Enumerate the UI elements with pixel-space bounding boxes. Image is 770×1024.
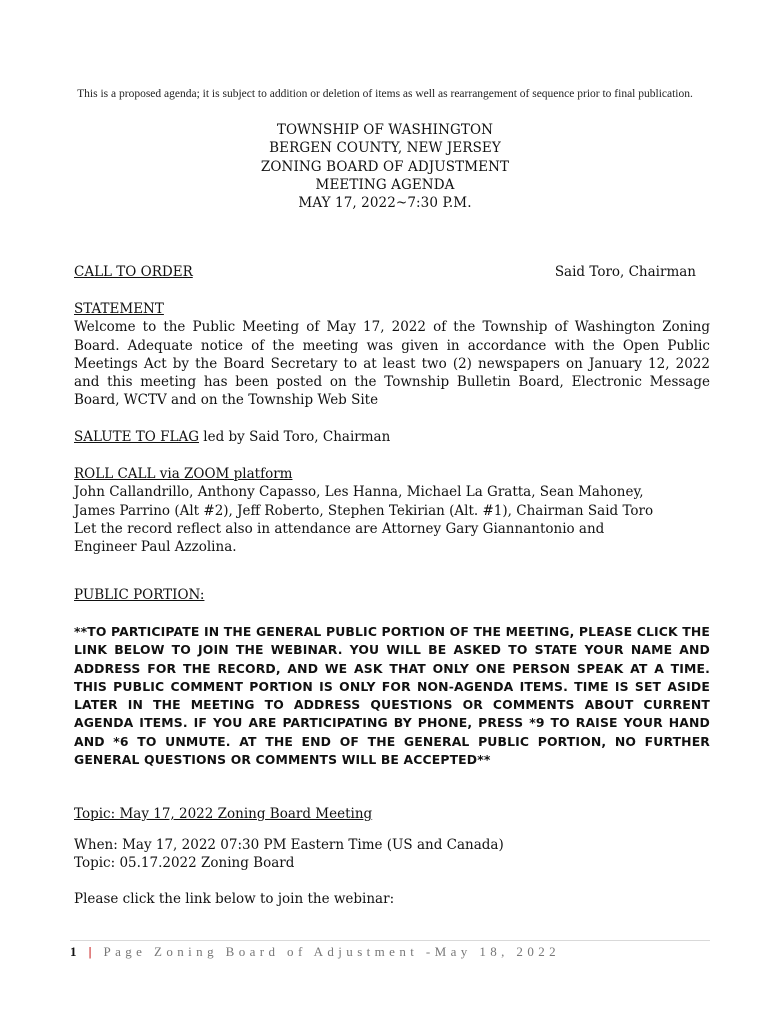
- roll-call-line-3: Let the record reflect also in attendance are Attorney Gary Giannantonio and: [74, 520, 605, 537]
- footer-separator: |: [88, 944, 96, 959]
- public-portion-heading: PUBLIC PORTION:: [74, 587, 205, 603]
- webinar-when: When: May 17, 2022 07:30 PM Eastern Time (US and Canada): [74, 837, 504, 853]
- disclaimer-text: This is a proposed agenda; it is subject to addition or deletion of items as well as rearrangement of sequence prior to final publication.: [77, 88, 693, 100]
- header-township: TOWNSHIP OF WASHINGTON: [276, 122, 494, 138]
- roll-call-line-1: John Callandrillo, Anthony Capasso, Les Hanna, Michael La Gratta, Sean Mahoney,: [74, 484, 644, 501]
- roll-call-heading: ROLL CALL via ZOOM platform: [74, 466, 293, 482]
- public-portion-notice: **TO PARTICIPATE IN THE GENERAL PUBLIC PORTION OF THE MEETING, PLEASE CLICK THE LINK BELOW TO JOIN THE WEBINAR. YOU WILL BE ASKED TO STATE YOUR NAME AND ADDRESS FOR THE RECORD, AND WE ASK THAT ONLY ONE PERSON SPEAK AT A TIME. THIS PUBLIC COMMENT PORTION IS ONLY FOR NON-AGENDA ITEMS. TIME IS SET ASIDE LATER IN THE MEETING TO ADDRESS QUESTIONS OR COMMENTS ABOUT CURRENT AGENDA ITEMS. IF YOU ARE PARTICIPATING BY PHONE, PRESS *9 TO RAISE YOUR HAND AND *6 TO UNMUTE. AT THE END OF THE GENERAL PUBLIC PORTION, NO FURTHER GENERAL QUESTIONS OR COMMENTS WILL BE ACCEPTED**: [74, 624, 710, 768]
- roll-call-section: [74, 465, 710, 556]
- document-header: [0, 121, 770, 212]
- roll-call-line-4: Engineer Paul Azzolina.: [74, 539, 237, 556]
- webinar-topic-link[interactable]: Topic: May 17, 2022 Zoning Board Meeting: [74, 806, 373, 822]
- webinar-join-prompt: Please click the link below to join the webinar:: [74, 891, 395, 907]
- roll-call-line-2: James Parrino (Alt #2), Jeff Roberto, Stephen Tekirian (Alt. #1), Chairman Said Toro: [74, 502, 654, 519]
- webinar-details: [74, 836, 710, 873]
- public-portion-heading-row: [74, 586, 710, 604]
- page-footer: [70, 940, 710, 960]
- call-to-order-row: [74, 264, 696, 280]
- footer-page-number: 1: [70, 944, 81, 959]
- statement-heading: STATEMENT: [74, 301, 164, 317]
- salute-section: [74, 428, 710, 446]
- call-to-order-presider: Said Toro, Chairman: [554, 264, 696, 280]
- statement-section: [74, 300, 710, 410]
- salute-heading: SALUTE TO FLAG: [74, 429, 199, 445]
- header-date: MAY 17, 2022~7:30 P.M.: [298, 195, 472, 212]
- header-county: BERGEN COUNTY, NEW JERSEY: [269, 140, 501, 157]
- webinar-topic-row: [74, 805, 710, 823]
- footer-doc-title: Zoning Board of Adjustment: [154, 944, 419, 959]
- call-to-order-heading: CALL TO ORDER: [74, 264, 193, 280]
- webinar-topic: Topic: 05.17.2022 Zoning Board: [74, 855, 295, 872]
- footer-date: -May 18, 2022: [425, 944, 561, 959]
- footer-page-label: Page: [103, 944, 147, 959]
- statement-body: Welcome to the Public Meeting of May 17, 2022 of the Township of Washington Zoning Board. Adequate notice of the meeting was given in accordance with the Open Public Meetings Act by the Board Secretary to at least two (2) newspapers on January 12, 2022 and this meeting has been posted on the Township Bulletin Board, Electronic Message Board, WCTV and on the Township Web Site: [74, 319, 710, 409]
- salute-text: led by Said Toro, Chairman: [198, 429, 391, 445]
- header-agenda-title: MEETING AGENDA: [315, 176, 455, 193]
- header-board: ZONING BOARD OF ADJUSTMENT: [260, 158, 510, 175]
